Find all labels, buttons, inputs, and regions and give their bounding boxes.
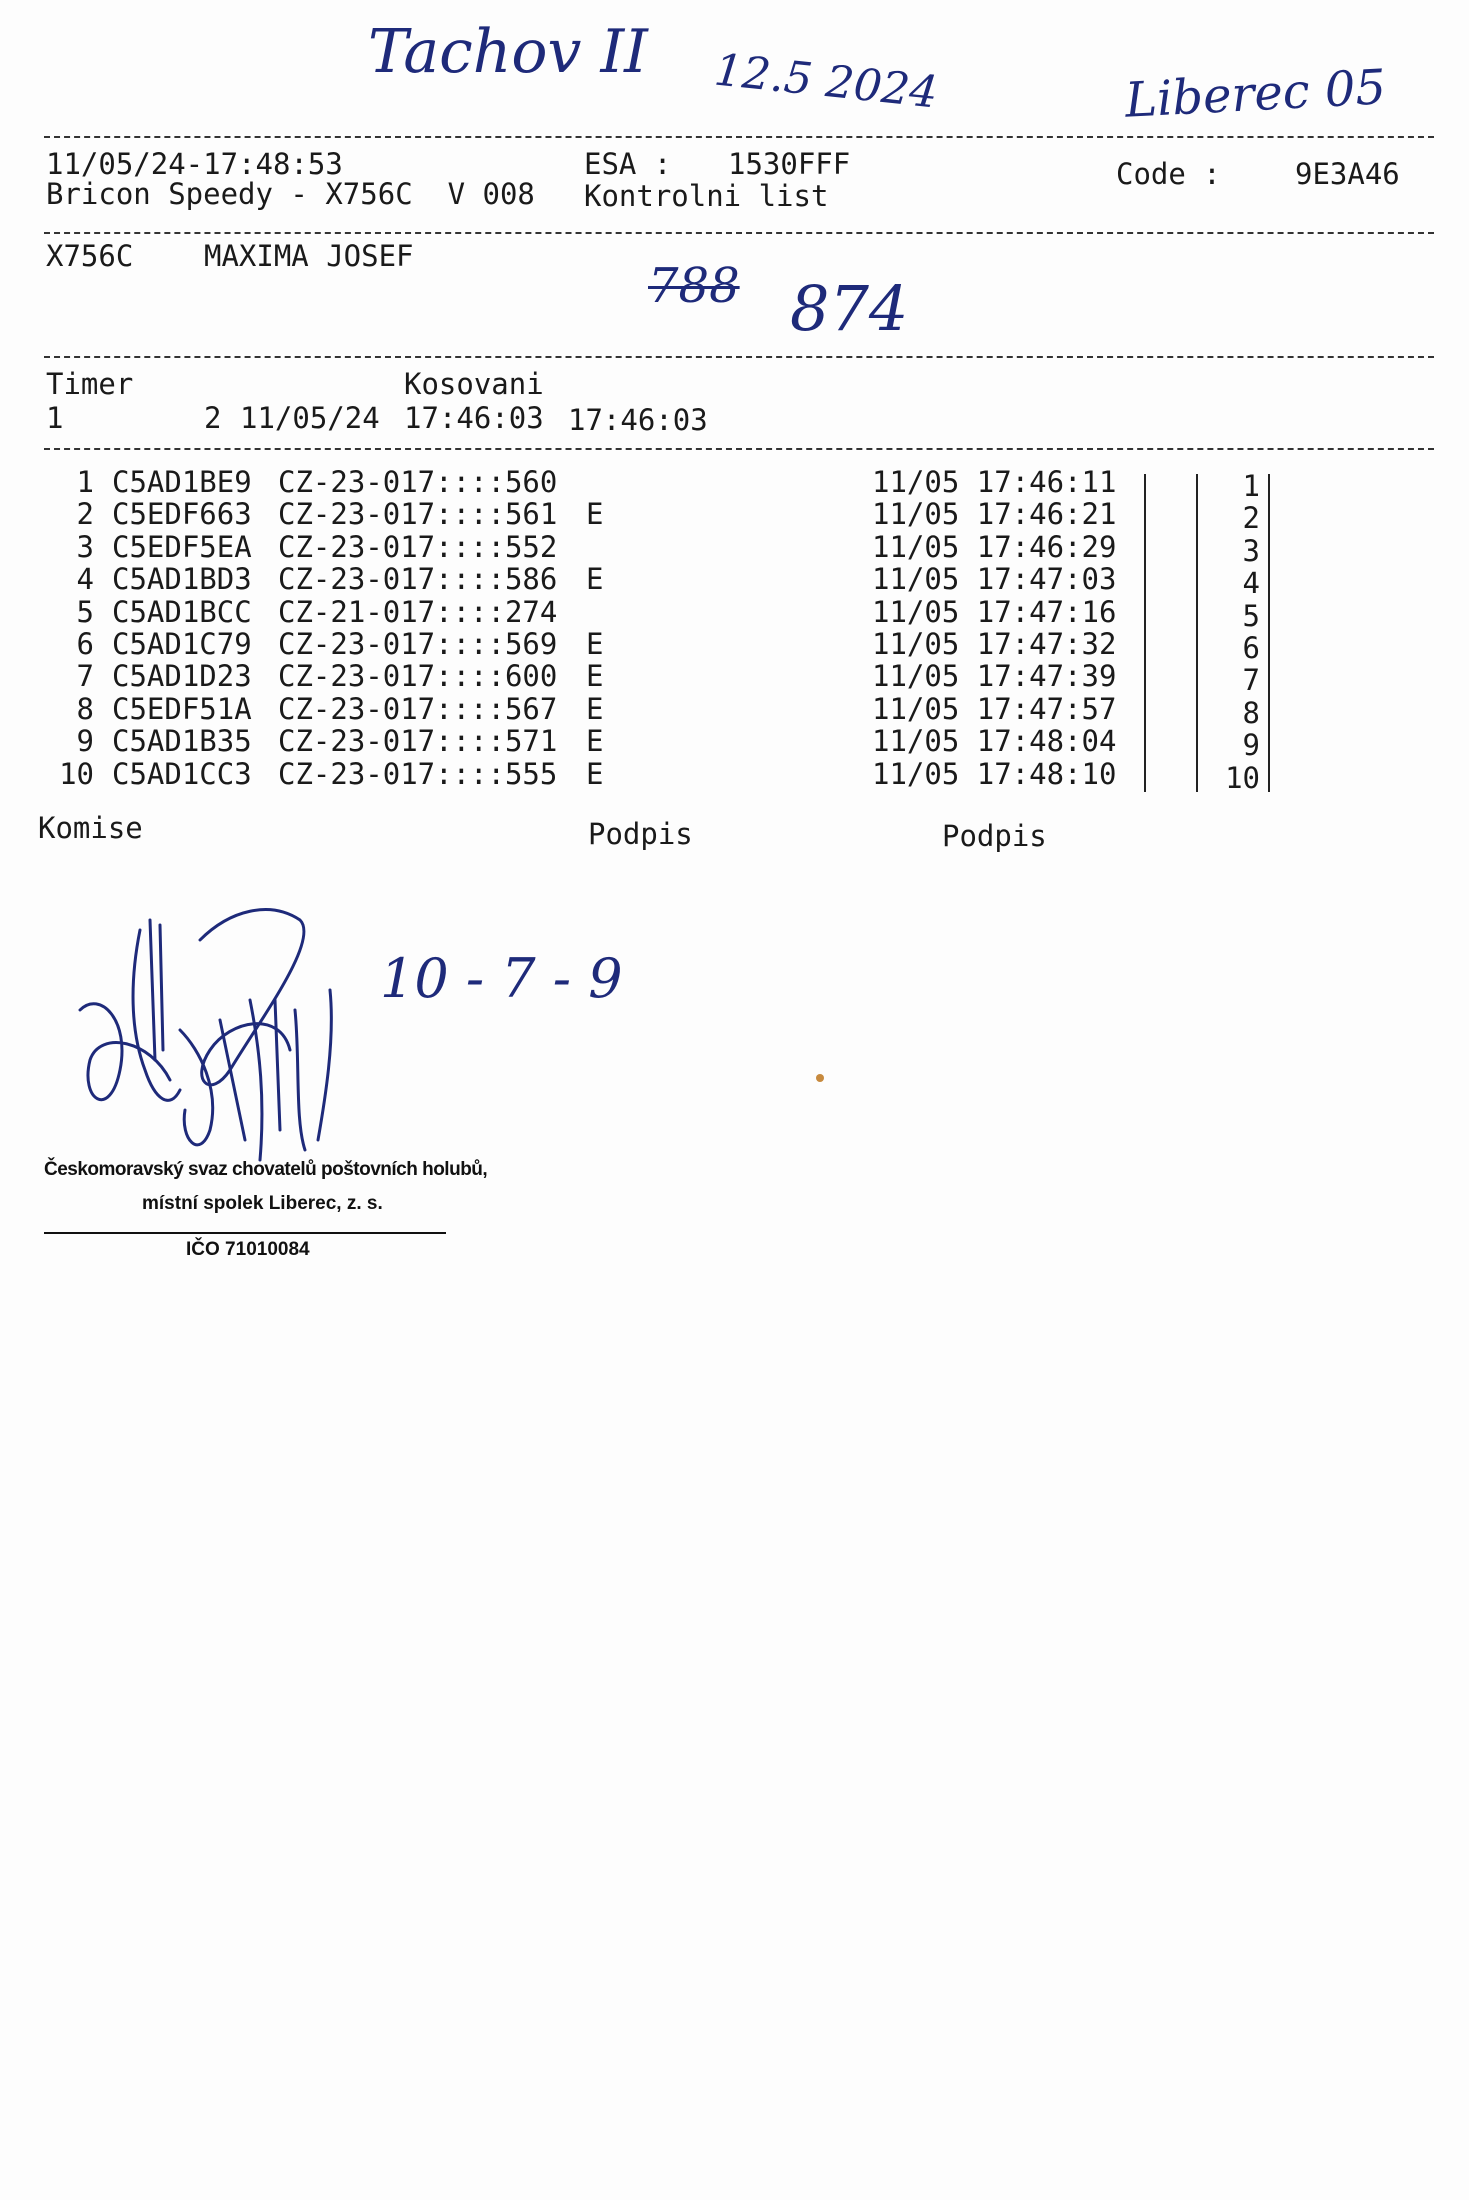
entry-arrival: 11/05 17:48:04	[872, 724, 1117, 759]
timestamp: 11/05/24-17:48:53	[46, 147, 343, 181]
podpis-label-2: Podpis	[942, 819, 1047, 853]
entry-chip: C5AD1CC3	[112, 756, 252, 791]
table-rule	[1268, 474, 1270, 792]
entry-chip: C5AD1C79	[112, 627, 252, 661]
entry-chip: C5AD1B35	[112, 724, 252, 759]
entry-arrival: 11/05 17:46:29	[872, 529, 1117, 564]
handwritten-score: 10 - 7 - 9	[380, 947, 623, 1010]
device-info: Bricon Speedy - X756C V 008	[46, 177, 535, 211]
timer-time-1: 17:46:03	[404, 401, 544, 435]
entry-ring: CZ-21-017::::274	[278, 594, 558, 629]
paper-speck	[816, 1074, 824, 1082]
entry-flag: E	[586, 724, 604, 759]
entry-number: 1	[76, 465, 94, 499]
timer-count: 2	[204, 401, 222, 435]
handwritten-club: Liberec 05	[1123, 59, 1388, 129]
entry-ring: CZ-23-017::::600	[278, 659, 558, 694]
handwritten-race: Tachov II	[368, 17, 648, 87]
owner-name: MAXIMA JOSEF	[204, 239, 414, 273]
entry-number: 9	[76, 724, 94, 759]
komise-label: Komise	[38, 811, 143, 845]
entry-position: 10	[1225, 760, 1260, 795]
timer-label: Timer	[46, 367, 134, 401]
divider	[44, 356, 1434, 358]
entry-arrival: 11/05 17:47:16	[872, 594, 1117, 629]
entry-position: 2	[1242, 501, 1260, 536]
entry-ring: CZ-23-017::::561	[278, 497, 558, 532]
entry-position: 8	[1242, 695, 1260, 730]
handwritten-old-count: 788	[648, 258, 740, 314]
entry-number: 5	[76, 594, 94, 629]
entry-number: 10	[59, 756, 94, 791]
divider	[44, 136, 1434, 138]
entry-chip: C5EDF663	[112, 497, 252, 532]
stamp-rule	[44, 1232, 446, 1234]
entry-ring: CZ-23-017::::552	[278, 529, 558, 564]
entry-arrival: 11/05 17:47:32	[872, 627, 1117, 661]
entry-ring: CZ-23-017::::586	[278, 562, 558, 597]
entry-number: 7	[76, 659, 94, 694]
entry-position: 6	[1242, 631, 1260, 665]
kosovani-label: Kosovani	[404, 367, 544, 401]
table-rule	[1144, 474, 1146, 792]
list-title: Kontrolni list	[584, 179, 829, 213]
entry-chip: C5AD1D23	[112, 659, 252, 694]
entry-number: 6	[76, 627, 94, 661]
entry-arrival: 11/05 17:47:03	[872, 562, 1117, 597]
stamp-ico: IČO 71010084	[186, 1239, 310, 1260]
signature	[60, 900, 390, 1200]
podpis-label-1: Podpis	[588, 817, 693, 851]
entry-ring: CZ-23-017::::571	[278, 724, 558, 759]
code-value: 9E3A46	[1295, 157, 1400, 191]
entry-ring: CZ-23-017::::555	[278, 756, 558, 791]
timer-time-2: 17:46:03	[568, 403, 708, 437]
entry-flag: E	[586, 756, 604, 791]
entry-flag: E	[586, 627, 604, 661]
entry-chip: C5EDF5EA	[112, 529, 252, 564]
entry-number: 2	[76, 497, 94, 532]
entry-position: 4	[1242, 566, 1260, 601]
entry-position: 9	[1242, 728, 1260, 763]
entry-position: 3	[1242, 533, 1260, 568]
stamp-line-1: Českomoravský svaz chovatelů poštovních holubů,	[44, 1159, 488, 1180]
code-label: Code :	[1116, 157, 1221, 191]
timer-value: 1	[46, 401, 64, 435]
esa-label: ESA :	[584, 147, 672, 181]
esa-value: 1530FFF	[728, 147, 851, 181]
entry-ring: CZ-23-017::::560	[278, 465, 558, 499]
owner-id: X756C	[46, 239, 134, 273]
entry-arrival: 11/05 17:47:57	[872, 691, 1117, 726]
entry-flag: E	[586, 691, 604, 726]
stamp-line-2: místní spolek Liberec, z. s.	[142, 1193, 383, 1214]
entry-ring: CZ-23-017::::567	[278, 691, 558, 726]
entry-ring: CZ-23-017::::569	[278, 627, 558, 661]
table-rule	[1196, 474, 1198, 792]
handwritten-new-count: 874	[790, 272, 909, 345]
entry-position: 5	[1242, 598, 1260, 633]
entry-flag: E	[586, 659, 604, 694]
entry-number: 8	[76, 691, 94, 726]
entry-chip: C5AD1BD3	[112, 562, 252, 597]
divider	[44, 448, 1434, 450]
entry-number: 4	[76, 562, 94, 597]
entry-chip: C5AD1BE9	[112, 465, 252, 499]
entry-flag: E	[586, 497, 604, 532]
entry-position: 1	[1242, 469, 1260, 503]
entry-chip: C5EDF51A	[112, 691, 252, 726]
handwritten-date: 12.5 2024	[712, 44, 941, 119]
entry-arrival: 11/05 17:48:10	[872, 756, 1117, 791]
divider	[44, 232, 1434, 234]
entry-number: 3	[76, 529, 94, 564]
entry-position: 7	[1242, 663, 1260, 698]
entry-arrival: 11/05 17:47:39	[872, 659, 1117, 694]
entry-arrival: 11/05 17:46:11	[872, 465, 1117, 499]
timer-date: 11/05/24	[240, 401, 380, 435]
entry-flag: E	[586, 562, 604, 597]
entry-chip: C5AD1BCC	[112, 594, 252, 629]
entry-arrival: 11/05 17:46:21	[872, 497, 1117, 532]
